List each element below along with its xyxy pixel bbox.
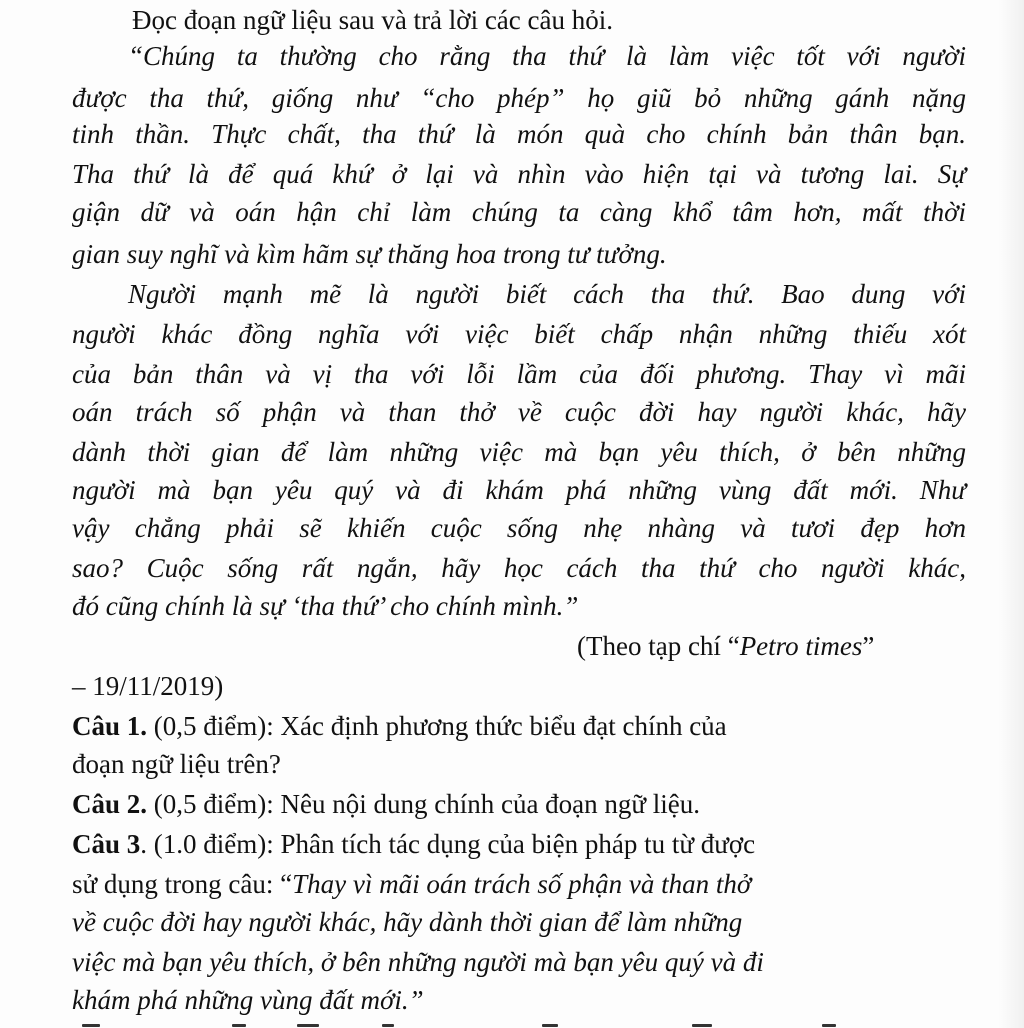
passage-line: đó cũng chính là sự ‘tha thứ’ cho chính mình.” bbox=[72, 591, 579, 621]
cutoff-glyph bbox=[382, 1024, 394, 1027]
cutoff-glyph bbox=[692, 1024, 712, 1027]
question-1-continuation: đoạn ngữ liệu trên? bbox=[72, 749, 281, 779]
source-citation bbox=[577, 628, 874, 664]
question-3-quote: Thay vì mãi oán trách số phận và than thở bbox=[292, 869, 752, 899]
question-3-line-2 bbox=[72, 866, 751, 902]
passage-line: được tha thứ, giống như “cho phép” họ giũ bỏ những gánh nặng bbox=[72, 83, 966, 113]
passage-line: dành thời gian để làm những việc mà bạn yêu thích, ở bên những bbox=[72, 437, 966, 467]
page-edge-shadow bbox=[998, 0, 1024, 1028]
passage-line: của bản thân và vị tha với lỗi lầm của đối phương. Thay vì mãi bbox=[72, 359, 966, 389]
question-1 bbox=[72, 708, 727, 744]
cutoff-glyph bbox=[232, 1024, 246, 1027]
question-1-label: Câu 1. bbox=[72, 711, 148, 741]
question-3-text: . (1.0 điểm): Phân tích tác dụng của biện pháp tu từ được bbox=[140, 829, 756, 859]
source-prefix: (Theo tạp chí “ bbox=[577, 631, 740, 661]
passage-line: Tha thứ là để quá khứ ở lại và nhìn vào hiện tại và tương lai. Sự bbox=[72, 159, 966, 189]
cutoff-next-line bbox=[72, 1016, 942, 1028]
source-date: – 19/11/2019) bbox=[72, 671, 224, 701]
passage-line: giận dữ và oán hận chỉ làm chúng ta càng khổ tâm hơn, mất thời bbox=[72, 197, 966, 227]
passage-line: người khác đồng nghĩa với việc biết chấp nhận những thiếu xót bbox=[72, 319, 966, 349]
source-suffix: ” bbox=[862, 631, 875, 661]
cutoff-glyph bbox=[822, 1024, 836, 1027]
passage-line: người mà bạn yêu quý và đi khám phá những vùng đất mới. Như bbox=[72, 475, 966, 505]
question-3-label: Câu 3 bbox=[72, 829, 141, 859]
question-3-text-prefix: sử dụng trong câu: “ bbox=[72, 869, 293, 899]
passage-line: gian suy nghĩ và kìm hãm sự thăng hoa trong tư tưởng. bbox=[72, 239, 667, 269]
question-2-label: Câu 2. bbox=[72, 789, 148, 819]
cutoff-glyph bbox=[542, 1024, 558, 1027]
question-3-quote-line: khám phá những vùng đất mới.” bbox=[72, 985, 424, 1015]
question-3-quote-line: về cuộc đời hay người khác, hãy dành thời gian để làm những bbox=[72, 907, 743, 937]
instruction-heading: Đọc đoạn ngữ liệu sau và trả lời các câu hỏi. bbox=[132, 5, 613, 35]
cutoff-glyph bbox=[297, 1024, 319, 1027]
passage-line: “Chúng ta thường cho rằng tha thứ là làm việc tốt với người bbox=[128, 41, 966, 71]
passage-line: sao? Cuộc sống rất ngắn, hãy học cách tha thứ cho người khác, bbox=[72, 553, 966, 583]
source-magazine-name: Petro times bbox=[739, 631, 863, 661]
question-1-text: (0,5 điểm): Xác định phương thức biểu đạt chính của bbox=[147, 711, 727, 741]
passage-line: Người mạnh mẽ là người biết cách tha thứ. Bao dung với bbox=[128, 279, 966, 309]
question-3 bbox=[72, 826, 755, 862]
passage-line: vậy chẳng phải sẽ khiến cuộc sống nhẹ nhàng và tươi đẹp hơn bbox=[72, 513, 966, 543]
cutoff-glyph bbox=[82, 1024, 100, 1027]
question-3-quote-line: việc mà bạn yêu thích, ở bên những người mà bạn yêu quý và đi bbox=[72, 947, 764, 977]
question-2 bbox=[72, 786, 700, 822]
passage-line: tinh thần. Thực chất, tha thứ là món quà cho chính bản thân bạn. bbox=[72, 119, 966, 149]
passage-line: oán trách số phận và than thở về cuộc đời hay người khác, hãy bbox=[72, 397, 966, 427]
question-2-text: (0,5 điểm): Nêu nội dung chính của đoạn ngữ liệu. bbox=[147, 789, 701, 819]
